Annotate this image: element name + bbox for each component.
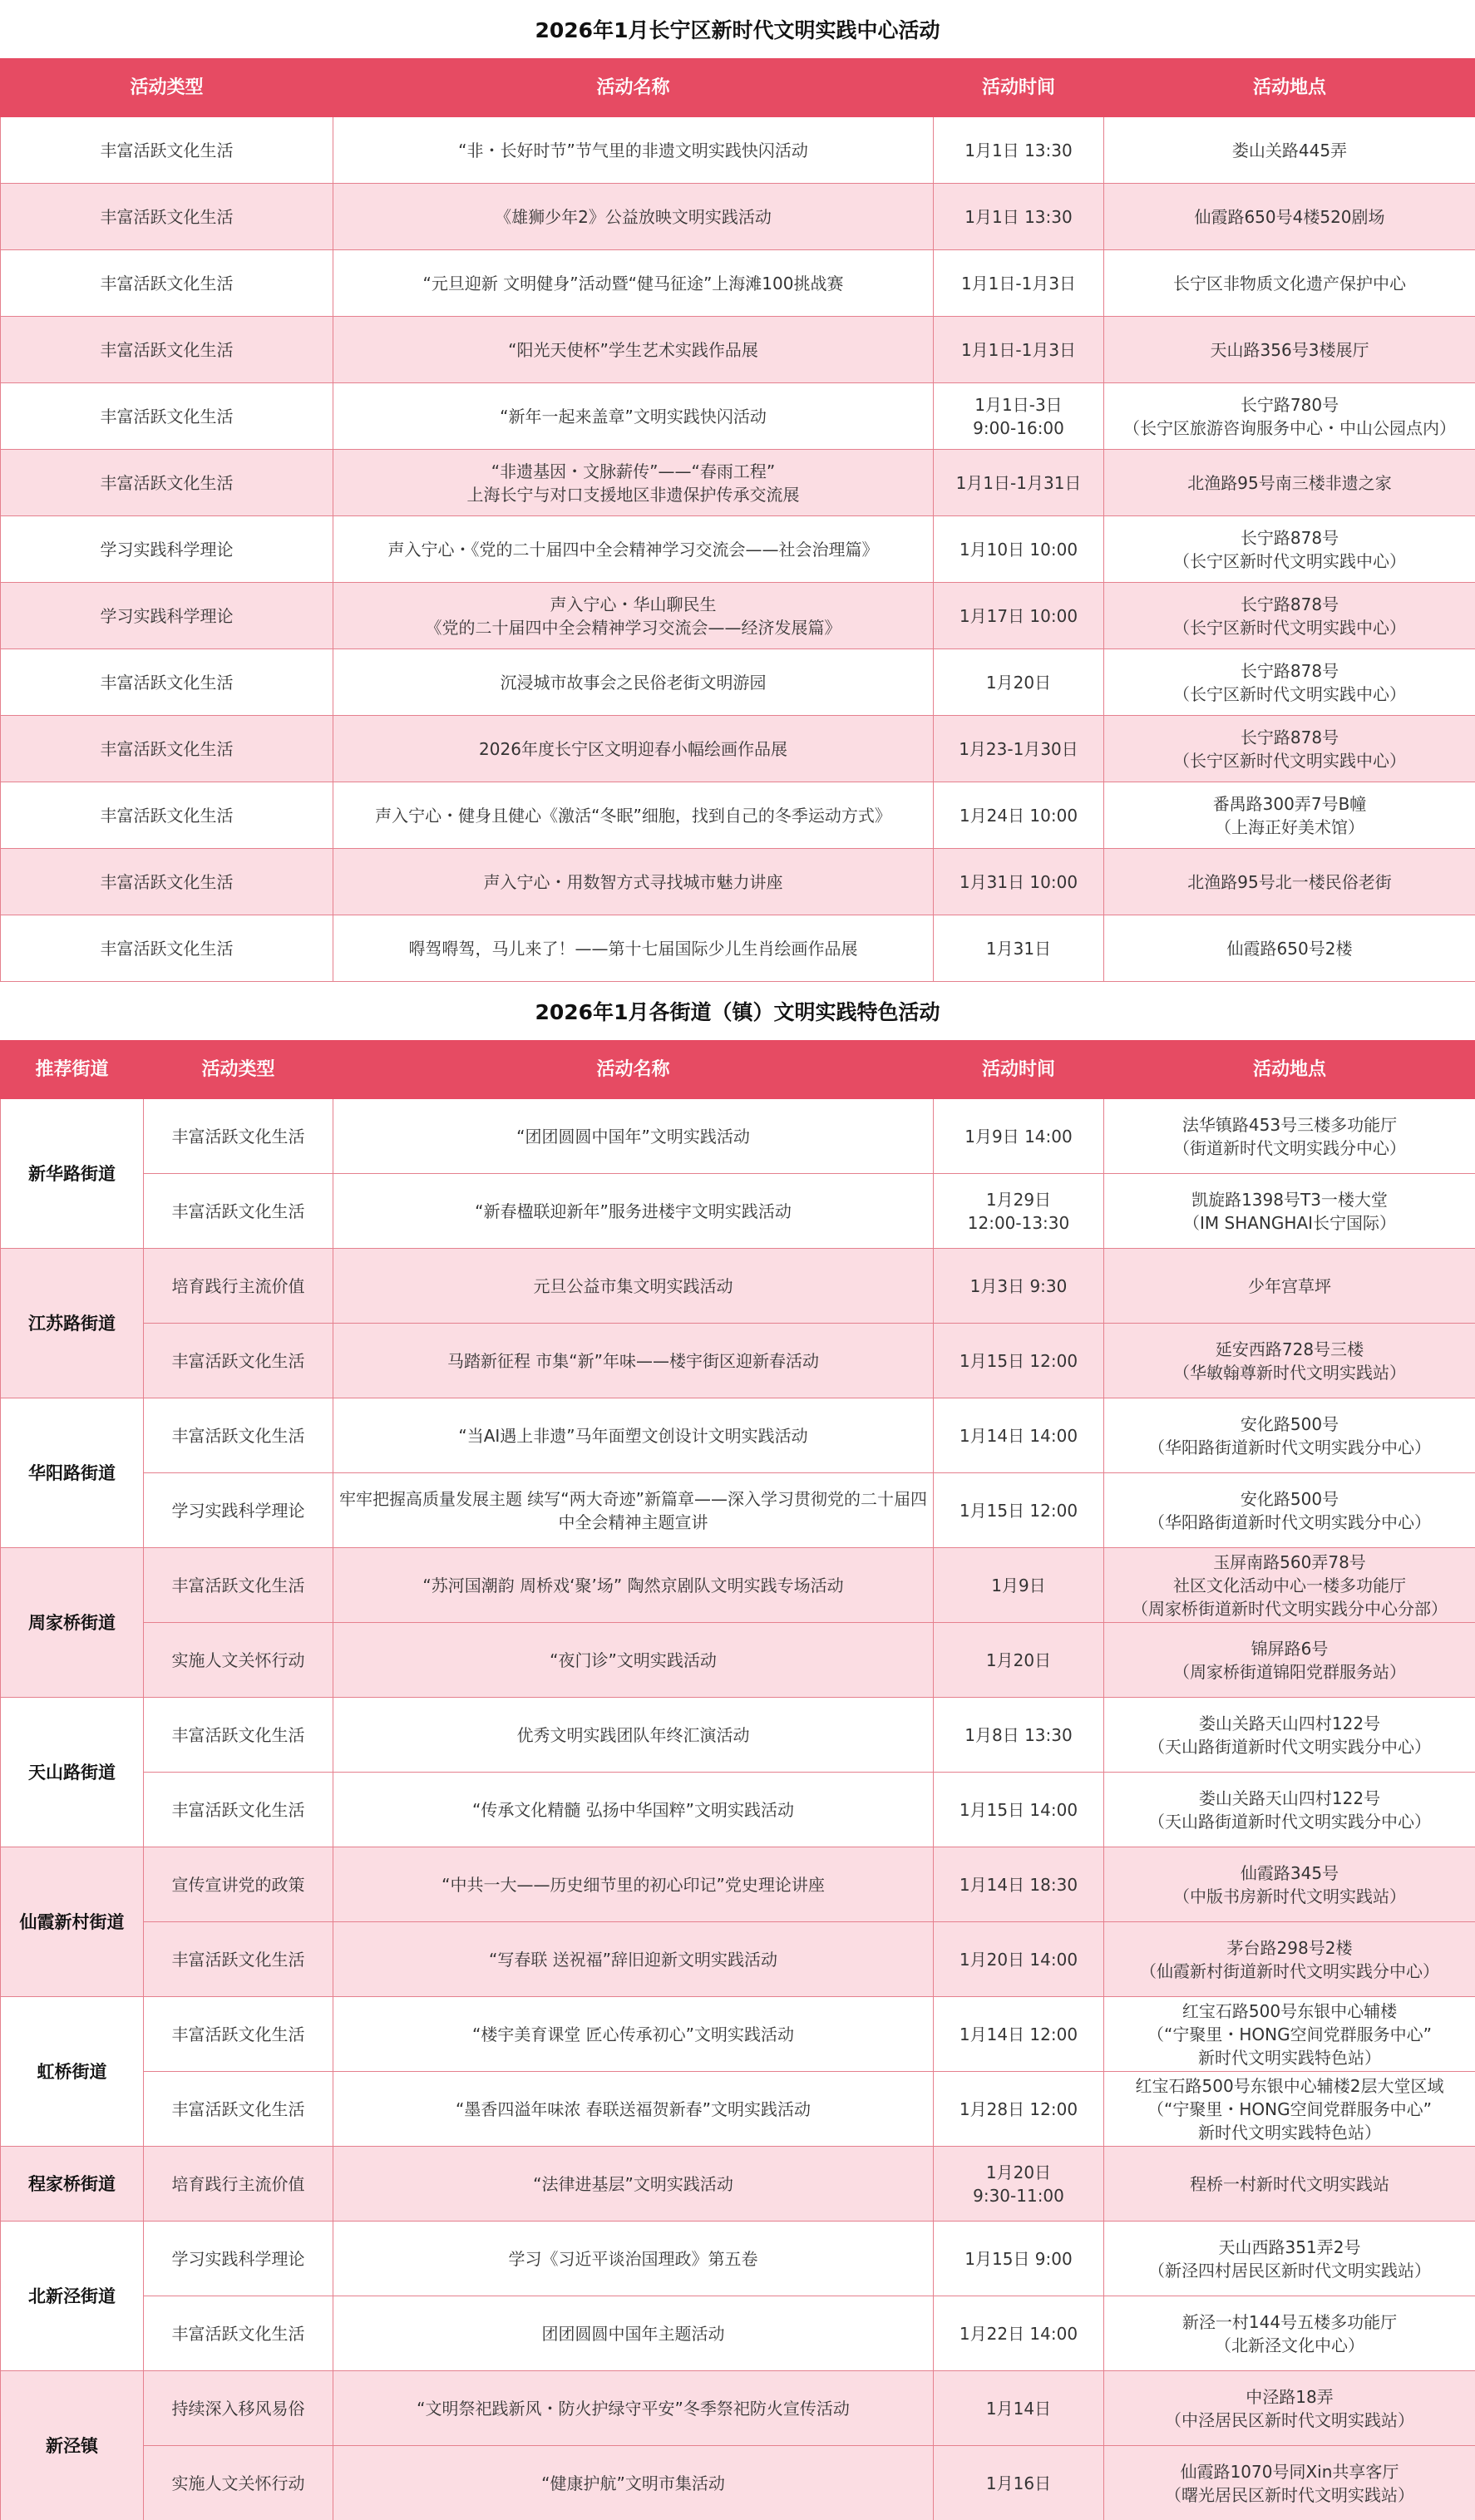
activity-time-cell: 1月1日-1月3日 xyxy=(934,250,1104,317)
activity-type-cell: 学习实践科学理论 xyxy=(144,2222,333,2296)
activity-time-cell: 1月10日 10:00 xyxy=(934,516,1104,583)
activity-time-cell: 1月17日 10:00 xyxy=(934,583,1104,649)
header-activity-type: 活动类型 xyxy=(1,59,333,117)
activity-type-cell: 丰富活跃文化生活 xyxy=(1,915,333,982)
table-row xyxy=(1,1324,1475,1398)
activity-type-cell: 丰富活跃文化生活 xyxy=(144,2296,333,2371)
activity-type-cell: 丰富活跃文化生活 xyxy=(144,2072,333,2147)
header-activity-place: 活动地点 xyxy=(1104,1041,1475,1099)
activity-place-cell: 娄山关路天山四村122号 （天山路街道新时代文明实践分中心） xyxy=(1104,1773,1475,1847)
activity-name-cell: “非遗基因・文脉薪传”——“春雨工程” 上海长宁与对口支援地区非遗保护传承交流展 xyxy=(333,450,934,516)
activity-name-cell: 马踏新征程 市集“新”年味——楼宇街区迎新春活动 xyxy=(333,1324,934,1398)
table-row xyxy=(1,250,1475,317)
activity-name-cell: “新年一起来盖章”文明实践快闪活动 xyxy=(333,383,934,450)
activity-type-cell: 丰富活跃文化生活 xyxy=(1,716,333,782)
activity-time-cell: 1月14日 12:00 xyxy=(934,1997,1104,2072)
activity-type-cell: 丰富活跃文化生活 xyxy=(144,1698,333,1773)
activity-place-cell: 长宁路878号 （长宁区新时代文明实践中心） xyxy=(1104,716,1475,782)
activity-name-cell: 优秀文明实践团队年终汇演活动 xyxy=(333,1698,934,1773)
activity-place-cell: 新泾一村144号五楼多功能厅 （北新泾文化中心） xyxy=(1104,2296,1475,2371)
activity-time-cell: 1月1日 13:30 xyxy=(934,184,1104,250)
activity-time-cell: 1月3日 9:30 xyxy=(934,1249,1104,1324)
street-name-cell: 程家桥街道 xyxy=(1,2147,144,2222)
table-row xyxy=(1,1473,1475,1548)
table-row xyxy=(1,2222,1475,2296)
activity-time-cell: 1月28日 12:00 xyxy=(934,2072,1104,2147)
activity-type-cell: 丰富活跃文化生活 xyxy=(144,1174,333,1249)
activity-name-cell: “楼宇美育课堂 匠心传承初心”文明实践活动 xyxy=(333,1997,934,2072)
table-row xyxy=(1,1922,1475,1997)
activity-name-cell: “新春楹联迎新年”服务进楼宇文明实践活动 xyxy=(333,1174,934,1249)
activity-time-cell: 1月1日-3日 9:00-16:00 xyxy=(934,383,1104,450)
activity-time-cell: 1月22日 14:00 xyxy=(934,2296,1104,2371)
activity-type-cell: 丰富活跃文化生活 xyxy=(144,1922,333,1997)
activity-place-cell: 娄山关路天山四村122号 （天山路街道新时代文明实践分中心） xyxy=(1104,1698,1475,1773)
activity-type-cell: 学习实践科学理论 xyxy=(144,1473,333,1548)
table-row xyxy=(1,2446,1475,2520)
street-name-cell: 新华路街道 xyxy=(1,1099,144,1249)
activity-type-cell: 持续深入移风易俗 xyxy=(144,2371,333,2446)
table-row xyxy=(1,649,1475,716)
activity-place-cell: 玉屏南路560弄78号 社区文化活动中心一楼多功能厅 （周家桥街道新时代文明实践分中心分部） xyxy=(1104,1548,1475,1623)
activity-place-cell: 天山路356号3楼展厅 xyxy=(1104,317,1475,383)
activity-place-cell: 长宁区非物质文化遗产保护中心 xyxy=(1104,250,1475,317)
table-row xyxy=(1,583,1475,649)
table-header-row xyxy=(1,1041,1475,1099)
table-row xyxy=(1,516,1475,583)
activity-place-cell: 红宝石路500号东银中心辅楼 （“宁聚里・HONG空间党群服务中心” 新时代文明实践特色站） xyxy=(1104,1997,1475,2072)
activity-type-cell: 丰富活跃文化生活 xyxy=(144,1324,333,1398)
table-row xyxy=(1,1398,1475,1473)
activity-name-cell: 学习《习近平谈治国理政》第五卷 xyxy=(333,2222,934,2296)
activity-name-cell: “阳光天使杯”学生艺术实践作品展 xyxy=(333,317,934,383)
activity-place-cell: 安化路500号 （华阳路街道新时代文明实践分中心） xyxy=(1104,1473,1475,1548)
activity-place-cell: 番禺路300弄7号B幢 （上海正好美术馆） xyxy=(1104,782,1475,849)
activity-place-cell: 仙霞路650号4楼520剧场 xyxy=(1104,184,1475,250)
activity-time-cell: 1月31日 10:00 xyxy=(934,849,1104,915)
activity-time-cell: 1月14日 18:30 xyxy=(934,1847,1104,1922)
activity-name-cell: “夜门诊”文明实践活动 xyxy=(333,1623,934,1698)
table-row xyxy=(1,1174,1475,1249)
activity-place-cell: 天山西路351弄2号 （新泾四村居民区新时代文明实践站） xyxy=(1104,2222,1475,2296)
activity-place-cell: 长宁路878号 （长宁区新时代文明实践中心） xyxy=(1104,583,1475,649)
activity-type-cell: 丰富活跃文化生活 xyxy=(1,649,333,716)
table-row xyxy=(1,1698,1475,1773)
table-row xyxy=(1,1997,1475,2072)
table-row xyxy=(1,2147,1475,2222)
activity-place-cell: 仙霞路345号 （中版书房新时代文明实践站） xyxy=(1104,1847,1475,1922)
header-activity-name: 活动名称 xyxy=(333,1041,934,1099)
activity-place-cell: 程桥一村新时代文明实践站 xyxy=(1104,2147,1475,2222)
activity-time-cell: 1月15日 14:00 xyxy=(934,1773,1104,1847)
table-row xyxy=(1,2371,1475,2446)
activity-name-cell: 团团圆圆中国年主题活动 xyxy=(333,2296,934,2371)
table-row xyxy=(1,184,1475,250)
street-name-cell: 周家桥街道 xyxy=(1,1548,144,1698)
activity-name-cell: “当AI遇上非遗”马年面塑文创设计文明实践活动 xyxy=(333,1398,934,1473)
activity-name-cell: “团团圆圆中国年”文明实践活动 xyxy=(333,1099,934,1174)
activity-place-cell: 中泾路18弄 （中泾居民区新时代文明实践站） xyxy=(1104,2371,1475,2446)
activity-place-cell: 仙霞路1070号同Xin共享客厅 （曙光居民区新时代文明实践站） xyxy=(1104,2446,1475,2520)
activity-place-cell: 仙霞路650号2楼 xyxy=(1104,915,1475,982)
table-row xyxy=(1,2072,1475,2147)
activity-time-cell: 1月20日 xyxy=(934,649,1104,716)
activity-name-cell: 声入宁心・健身且健心《激活“冬眠”细胞，找到自己的冬季运动方式》 xyxy=(333,782,934,849)
activity-type-cell: 丰富活跃文化生活 xyxy=(144,1997,333,2072)
activity-name-cell: 嘚驾嘚驾，马儿来了！——第十七届国际少儿生肖绘画作品展 xyxy=(333,915,934,982)
activity-time-cell: 1月15日 12:00 xyxy=(934,1324,1104,1398)
street-name-cell: 天山路街道 xyxy=(1,1698,144,1847)
activity-place-cell: 北渔路95号北一楼民俗老街 xyxy=(1104,849,1475,915)
activity-place-cell: 锦屏路6号 （周家桥街道锦阳党群服务站） xyxy=(1104,1623,1475,1698)
activity-time-cell: 1月1日-1月3日 xyxy=(934,317,1104,383)
activity-name-cell: 声入宁心・华山聊民生 《党的二十届四中全会精神学习交流会——经济发展篇》 xyxy=(333,583,934,649)
activity-type-cell: 丰富活跃文化生活 xyxy=(144,1548,333,1623)
activity-type-cell: 丰富活跃文化生活 xyxy=(1,849,333,915)
activity-time-cell: 1月14日 xyxy=(934,2371,1104,2446)
activity-time-cell: 1月14日 14:00 xyxy=(934,1398,1104,1473)
activity-type-cell: 学习实践科学理论 xyxy=(1,583,333,649)
street-name-cell: 新泾镇 xyxy=(1,2371,144,2520)
activity-name-cell: “元旦迎新 文明健身”活动暨“健马征途”上海滩100挑战赛 xyxy=(333,250,934,317)
activity-time-cell: 1月15日 12:00 xyxy=(934,1473,1104,1548)
activity-place-cell: 长宁路878号 （长宁区新时代文明实践中心） xyxy=(1104,516,1475,583)
activity-type-cell: 丰富活跃文化生活 xyxy=(144,1099,333,1174)
activity-time-cell: 1月8日 13:30 xyxy=(934,1698,1104,1773)
header-activity-place: 活动地点 xyxy=(1104,59,1475,117)
header-street: 推荐街道 xyxy=(1,1041,144,1099)
activity-name-cell: 2026年度长宁区文明迎春小幅绘画作品展 xyxy=(333,716,934,782)
activity-time-cell: 1月1日 13:30 xyxy=(934,117,1104,184)
activity-name-cell: “传承文化精髓 弘扬中华国粹”文明实践活动 xyxy=(333,1773,934,1847)
table-row xyxy=(1,1249,1475,1324)
table-row xyxy=(1,317,1475,383)
activity-name-cell: 牢牢把握高质量发展主题 续写“两大奇迹”新篇章——深入学习贯彻党的二十届四中全会精神主题宣讲 xyxy=(333,1473,934,1548)
table-row xyxy=(1,915,1475,982)
activity-type-cell: 学习实践科学理论 xyxy=(1,516,333,583)
header-activity-type: 活动类型 xyxy=(144,1041,333,1099)
street-name-cell: 仙霞新村街道 xyxy=(1,1847,144,1997)
activity-type-cell: 实施人文关怀行动 xyxy=(144,1623,333,1698)
activity-type-cell: 丰富活跃文化生活 xyxy=(1,450,333,516)
activity-type-cell: 丰富活跃文化生活 xyxy=(1,317,333,383)
activity-time-cell: 1月29日 12:00-13:30 xyxy=(934,1174,1104,1249)
table-row xyxy=(1,1847,1475,1922)
header-activity-time: 活动时间 xyxy=(934,59,1104,117)
section2-title: 2026年1月各街道（镇）文明实践特色活动 xyxy=(0,982,1475,1040)
activity-name-cell: 声入宁心・《党的二十届四中全会精神学习交流会——社会治理篇》 xyxy=(333,516,934,583)
activity-type-cell: 培育践行主流价值 xyxy=(144,1249,333,1324)
activity-type-cell: 培育践行主流价值 xyxy=(144,2147,333,2222)
table-row xyxy=(1,117,1475,184)
activity-place-cell: 长宁路878号 （长宁区新时代文明实践中心） xyxy=(1104,649,1475,716)
activity-type-cell: 丰富活跃文化生活 xyxy=(1,117,333,184)
activity-time-cell: 1月9日 14:00 xyxy=(934,1099,1104,1174)
activity-name-cell: “法律进基层”文明实践活动 xyxy=(333,2147,934,2222)
activity-time-cell: 1月20日 xyxy=(934,1623,1104,1698)
activity-type-cell: 丰富活跃文化生活 xyxy=(144,1773,333,1847)
activity-name-cell: “中共一大——历史细节里的初心印记”党史理论讲座 xyxy=(333,1847,934,1922)
table-row xyxy=(1,1773,1475,1847)
activity-time-cell: 1月9日 xyxy=(934,1548,1104,1623)
activity-name-cell: 《雄狮少年2》公益放映文明实践活动 xyxy=(333,184,934,250)
table-row xyxy=(1,1548,1475,1623)
activity-time-cell: 1月20日 14:00 xyxy=(934,1922,1104,1997)
activity-place-cell: 少年宫草坪 xyxy=(1104,1249,1475,1324)
table-row xyxy=(1,450,1475,516)
header-activity-name: 活动名称 xyxy=(333,59,934,117)
activity-name-cell: “墨香四溢年味浓 春联送福贺新春”文明实践活动 xyxy=(333,2072,934,2147)
activity-time-cell: 1月20日 9:30-11:00 xyxy=(934,2147,1104,2222)
street-name-cell: 虹桥街道 xyxy=(1,1997,144,2147)
activity-time-cell: 1月1日-1月31日 xyxy=(934,450,1104,516)
activity-name-cell: 沉浸城市故事会之民俗老街文明游园 xyxy=(333,649,934,716)
activity-place-cell: 红宝石路500号东银中心辅楼2层大堂区域 （“宁聚里・HONG空间党群服务中心” 新时代文明实践特色站） xyxy=(1104,2072,1475,2147)
activity-type-cell: 丰富活跃文化生活 xyxy=(1,383,333,450)
activity-place-cell: 北渔路95号南三楼非遗之家 xyxy=(1104,450,1475,516)
activity-name-cell: “写春联 送祝福”辞旧迎新文明实践活动 xyxy=(333,1922,934,1997)
activity-name-cell: “苏河国潮韵 周桥戏‘聚’场” 陶然京剧队文明实践专场活动 xyxy=(333,1548,934,1623)
table-row xyxy=(1,2296,1475,2371)
activity-time-cell: 1月24日 10:00 xyxy=(934,782,1104,849)
activity-place-cell: 法华镇路453号三楼多功能厅 （街道新时代文明实践分中心） xyxy=(1104,1099,1475,1174)
table-row xyxy=(1,1099,1475,1174)
section1-title: 2026年1月长宁区新时代文明实践中心活动 xyxy=(0,0,1475,58)
activity-name-cell: 元旦公益市集文明实践活动 xyxy=(333,1249,934,1324)
activity-name-cell: “非・长好时节”节气里的非遗文明实践快闪活动 xyxy=(333,117,934,184)
activity-place-cell: 凯旋路1398号T3一楼大堂 （IM SHANGHAI长宁国际） xyxy=(1104,1174,1475,1249)
activity-time-cell: 1月31日 xyxy=(934,915,1104,982)
center-activities-table xyxy=(0,58,1475,982)
street-activities-table xyxy=(0,1040,1475,2520)
table-row xyxy=(1,716,1475,782)
activity-place-cell: 茅台路298号2楼 （仙霞新村街道新时代文明实践分中心） xyxy=(1104,1922,1475,1997)
activity-place-cell: 延安西路728号三楼 （华敏翰尊新时代文明实践站） xyxy=(1104,1324,1475,1398)
activity-place-cell: 娄山关路445弄 xyxy=(1104,117,1475,184)
table-row xyxy=(1,1623,1475,1698)
table-row xyxy=(1,849,1475,915)
activity-type-cell: 丰富活跃文化生活 xyxy=(1,250,333,317)
header-activity-time: 活动时间 xyxy=(934,1041,1104,1099)
street-name-cell: 北新泾街道 xyxy=(1,2222,144,2371)
table-row xyxy=(1,383,1475,450)
activity-name-cell: “健康护航”文明市集活动 xyxy=(333,2446,934,2520)
activity-type-cell: 实施人文关怀行动 xyxy=(144,2446,333,2520)
street-name-cell: 江苏路街道 xyxy=(1,1249,144,1398)
activity-type-cell: 丰富活跃文化生活 xyxy=(1,782,333,849)
activity-type-cell: 丰富活跃文化生活 xyxy=(144,1398,333,1473)
activity-time-cell: 1月15日 9:00 xyxy=(934,2222,1104,2296)
table-header-row xyxy=(1,59,1475,117)
activity-type-cell: 宣传宣讲党的政策 xyxy=(144,1847,333,1922)
activity-type-cell: 丰富活跃文化生活 xyxy=(1,184,333,250)
activity-name-cell: “文明祭祀践新风・防火护绿守平安”冬季祭祀防火宣传活动 xyxy=(333,2371,934,2446)
activity-place-cell: 长宁路780号 （长宁区旅游咨询服务中心・中山公园点内） xyxy=(1104,383,1475,450)
activity-time-cell: 1月16日 xyxy=(934,2446,1104,2520)
activity-time-cell: 1月23-1月30日 xyxy=(934,716,1104,782)
activity-place-cell: 安化路500号 （华阳路街道新时代文明实践分中心） xyxy=(1104,1398,1475,1473)
street-name-cell: 华阳路街道 xyxy=(1,1398,144,1548)
table-row xyxy=(1,782,1475,849)
activity-name-cell: 声入宁心・用数智方式寻找城市魅力讲座 xyxy=(333,849,934,915)
